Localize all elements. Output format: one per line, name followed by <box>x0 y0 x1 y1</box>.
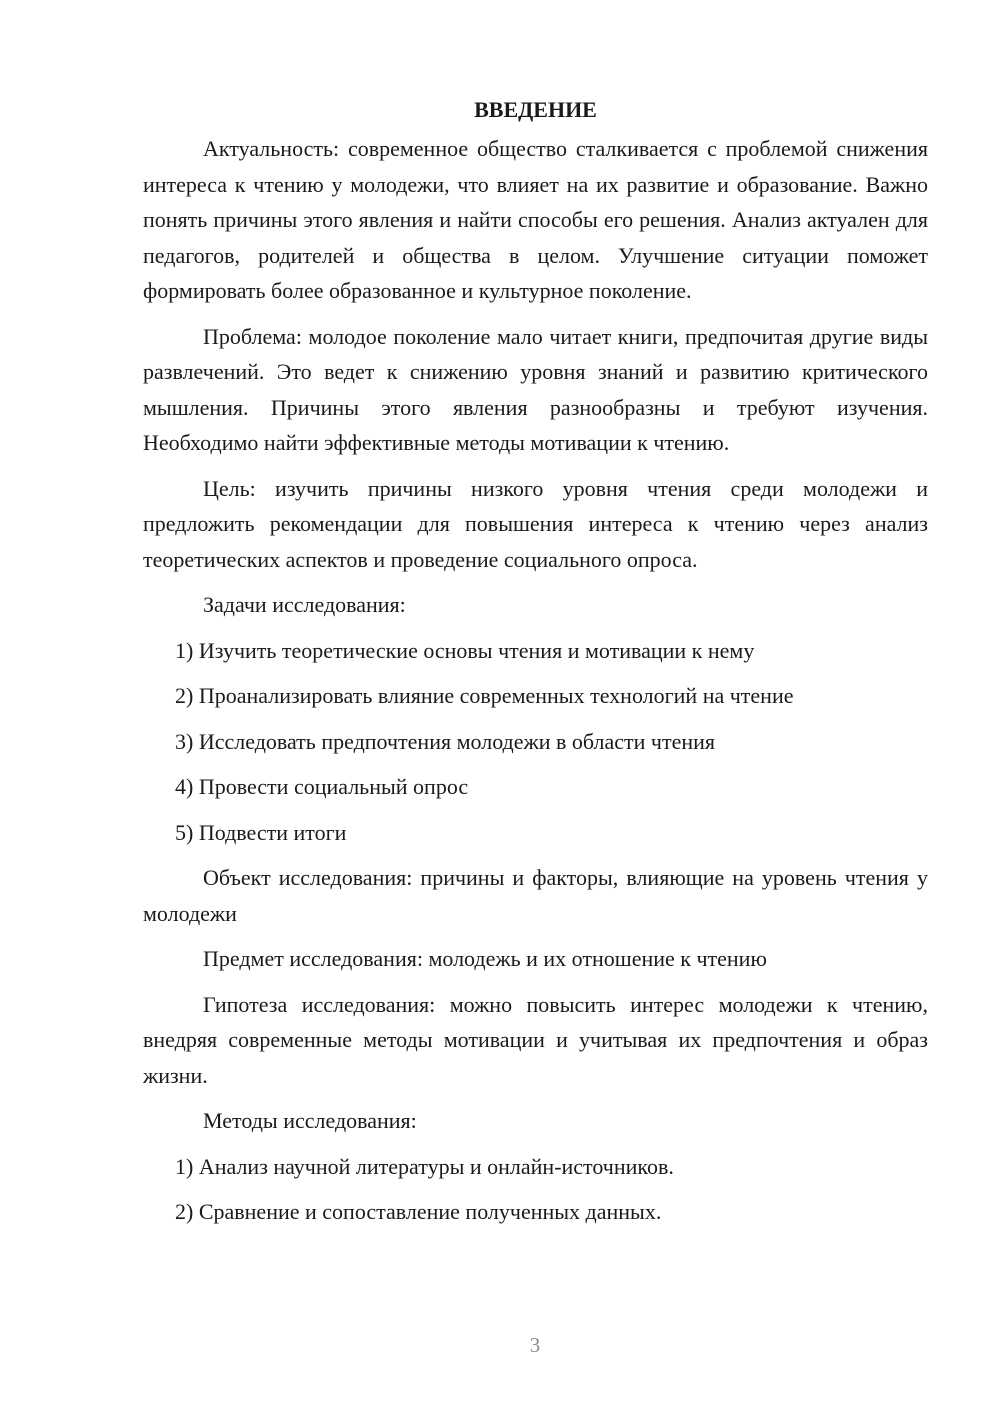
goal-paragraph: Цель: изучить причины низкого уровня чтения среди молодежи и предложить рекомендации для повышения интереса к чтению через анализ теоретических аспектов и проведение социального опроса. <box>143 475 928 572</box>
method-item: 2) Сравнение и сопоставление полученных данных. <box>175 1199 662 1224</box>
actuality-paragraph: Актуальность: современное общество сталкивается с проблемой снижения интереса к чтению у молодежи, что влияет на их развитие и образование. Важно понять причины этого явления и найти способы его решения. Анализ актуален для педагогов, родителей и общества в целом. Улучшение ситуации поможет формировать более образованное и культурное поколение. <box>143 136 928 303</box>
task-item: 4) Провести социальный опрос <box>175 774 469 799</box>
method-item: 1) Анализ научной литературы и онлайн-источников. <box>175 1153 674 1179</box>
object-paragraph: Объект исследования: причины и факторы, влияющие на уровень чтения у молодежи <box>143 865 928 926</box>
tasks-heading: Задачи исследования: <box>203 592 406 617</box>
subject-paragraph: Предмет исследования: молодежь и их отношение к чтению <box>203 946 767 971</box>
section-title: ВВЕДЕНИЕ <box>474 97 597 122</box>
hypothesis-paragraph: Гипотеза исследования: можно повысить интерес молодежи к чтению, внедряя современные методы мотивации и учитывая их предпочтения и образ жизни. <box>143 991 928 1088</box>
task-item: 2) Проанализировать влияние современных технологий на чтение <box>175 683 794 708</box>
page-number: 3 <box>529 1333 541 1357</box>
document-page <box>143 92 928 1240</box>
task-item: 1) Изучить теоретические основы чтения и мотивации к нему <box>175 637 755 663</box>
task-item: 5) Подвести итоги <box>175 819 347 845</box>
problem-paragraph: Проблема: молодое поколение мало читает книги, предпочитая другие виды развлечений. Это ведет к снижению уровня знаний и развитию критического мышления. Причины этого явления разнообразны и требуют изучения. Необходимо найти эффективные методы мотивации к чтению. <box>143 323 928 455</box>
task-item: 3) Исследовать предпочтения молодежи в области чтения <box>175 728 716 754</box>
methods-heading: Методы исследования: <box>203 1108 417 1133</box>
